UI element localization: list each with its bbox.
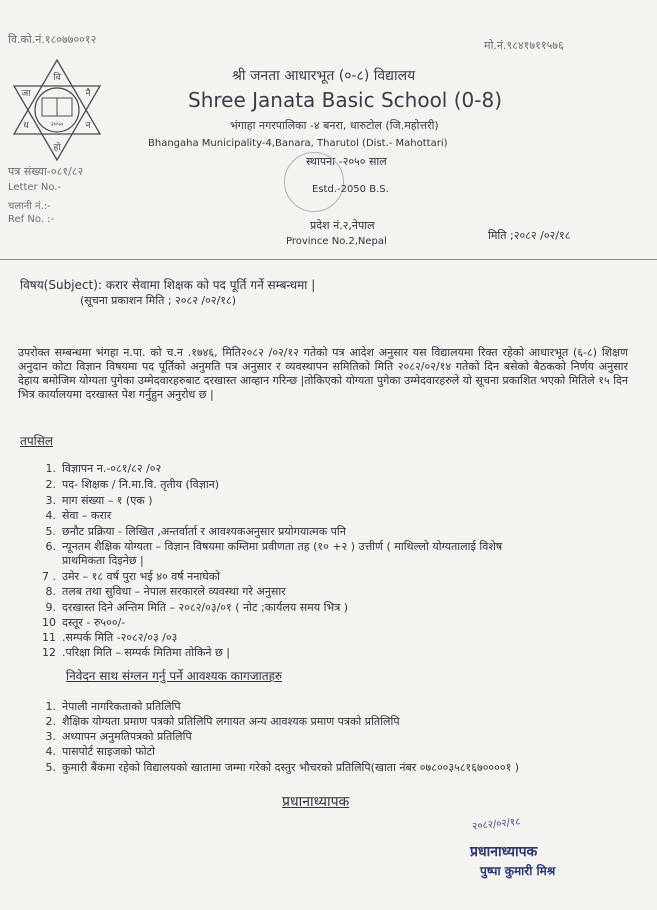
letter-no-np: पत्र संख्या-०८१/८२ (8, 165, 84, 178)
details-heading: तपसिल (20, 434, 54, 448)
detail-item: 6. न्यूनतम शैक्षिक योग्यता – विज्ञान विषयमा कम्तिमा प्रवीणता तह (१० +२ ) उत्तीर्ण ( माथिल्लो योग्यतालाई विशेष (45, 540, 503, 553)
logo-letter-6: हो (53, 143, 61, 153)
province-en: Province No.2,Nepal (286, 236, 387, 247)
province-np: प्रदेश नं.२,नेपाल (310, 219, 375, 232)
stamp-name: पुष्पा कुमारी मिश्र (480, 864, 556, 878)
ref-no-np: चलानी नं.:- (8, 201, 51, 212)
signature-date: २०८२/०२/१८ (471, 816, 521, 833)
letter-date: मिति ;२०८२ /०२/१८ (488, 229, 571, 242)
established-en: Estd.-2050 B.S. (312, 184, 389, 195)
letter-no-en: Letter No.- (8, 182, 62, 193)
stamp-title: प्रधानाध्यापक (470, 844, 538, 860)
header-divider (0, 259, 657, 260)
vat-number: वि.को.नं.१८०७७००१२ (8, 33, 97, 46)
detail-item: 10 दस्तूर - रु५००/- (42, 616, 126, 629)
seal-circle (284, 152, 344, 212)
headteacher-title: प्रधानाध्यापक (282, 794, 350, 810)
detail-item: 1. विज्ञापन न.-०८१/८२ /०२ (45, 462, 162, 475)
logo-letter-3: नै (85, 89, 91, 99)
school-name-en: Shree Janata Basic School (0-8) (188, 88, 502, 112)
school-name-np: श्री जनता आधारभूत (०-८) विद्यालय (232, 68, 416, 84)
detail-item: 8. तलब तथा सुविधा – नेपाल सरकारले व्यवस्था गरे अनुसार (45, 585, 286, 598)
subject-publish-date: (सूचना प्रकाशन मिति ; २०८२ /०२/१८) (80, 294, 237, 307)
detail-item: 4. सेवा – करार (45, 509, 112, 522)
detail-item: 7 . उमेर – १८ वर्ष पुरा भई ४० वर्ष ननाघेको (42, 570, 220, 583)
subject-line: विषय(Subject): करार सेवामा शिक्षक को पद पूर्ति गर्ने सम्बन्धमा | (20, 278, 316, 292)
detail-item: 12 .परिक्षा मिति – सम्पर्क मितिमा तोकिने छ | (42, 646, 230, 659)
body-paragraph: उपरोक्त सम्बन्धमा भंगहा न.पा. को च.न .१७४६, मिति२०८२ /०२/१२ गतेको पत्र आदेश अनुसार यस विद्यालयमा रिक्त रहेको आधारभूत (६-८) शिक्षण अनुदान कोटा विज्ञान विषयमा पद पूर्तिको अनुमति पत्र अनुसार र व्यवस्थापन समितिको मिति २०८२/०२/१४ गतेको दिन बसेको बैठकको निर्णय अनुसार देहाय बमोजिम योग्यता पुगेका उम्मेदवारहरुबाट दरखास्त आव्हान गरिन्छ |तोकिएको योग्यता पुगेका उम्मेदवारहरुले यो सूचना प्रकाशित भएको मितिले १५ दिन भित्र कार्यालयमा दरखास्त पेश गर्नुहुन अनुरोध छ | (18, 346, 628, 401)
ref-no-en: Ref No. :- (8, 214, 55, 225)
document-item: 5. कुमारी बैंकमा रहेको विद्यालयको खातामा जम्मा गरेको दस्तुर भौचरको प्रतिलिपि(खाता नंबर ०७८००३५८१६७००००१ ) (45, 761, 520, 774)
address-en: Bhangaha Municipality-4,Banara, Tharutol (Dist.- Mahottari) (148, 138, 448, 149)
detail-item: प्राथमिकता दिइनेछ | (62, 554, 144, 567)
mobile-number: मो.नं.९८४१७११५७६ (484, 39, 564, 52)
logo-letter-5: न (85, 121, 91, 131)
address-np: भंगाहा नगरपालिका -४ बनरा, धारुटोल (जि.महोत्तरी) (230, 119, 439, 132)
detail-item: 3. माग संख्या – १ (एक ) (45, 494, 153, 507)
logo-letter-1: वि (53, 73, 61, 83)
logo-letter-2: जा (21, 89, 31, 99)
document-item: 1. नेपाली नागरिकताको प्रतिलिपि (45, 700, 181, 713)
school-logo (6, 56, 108, 166)
detail-item: 2. पद- शिक्षक / नि.मा.वि. तृतीय (विज्ञान) (45, 478, 220, 491)
established-np: स्थापना -२०५० साल (306, 155, 387, 168)
detail-item: 9. दरखास्त दिने अन्तिम मिति – २०८२/०३/०१ ( नोट ;कार्यलय समय भित्र ) (45, 601, 349, 614)
document-item: 4. पासपोर्ट साइजको फोटो (45, 745, 156, 758)
detail-item: 5. छनौट प्रक्रिया - लिखित ,अन्तर्वार्ता र आवश्यकअनुसार प्रयोगयात्मक पनि (45, 525, 346, 538)
documents-heading: निवेदन साथ संग्लन गर्नु पर्ने आवश्यक कागजातहरु (66, 669, 283, 683)
logo-year: २०५० (50, 121, 64, 128)
detail-item: 11 .सम्पर्क मिति -२०८२/०३ /०३ (42, 631, 178, 644)
document-item: 3. अध्यापन अनुमतिपत्रको प्रतिलिपि (45, 730, 192, 743)
logo-letter-4: ध (23, 121, 29, 131)
document-item: 2. शैक्षिक योग्यता प्रमाण पत्रको प्रतिलिपि लगायत अन्य आवश्यक प्रमाण पत्रको प्रतिलिपि (45, 715, 400, 728)
